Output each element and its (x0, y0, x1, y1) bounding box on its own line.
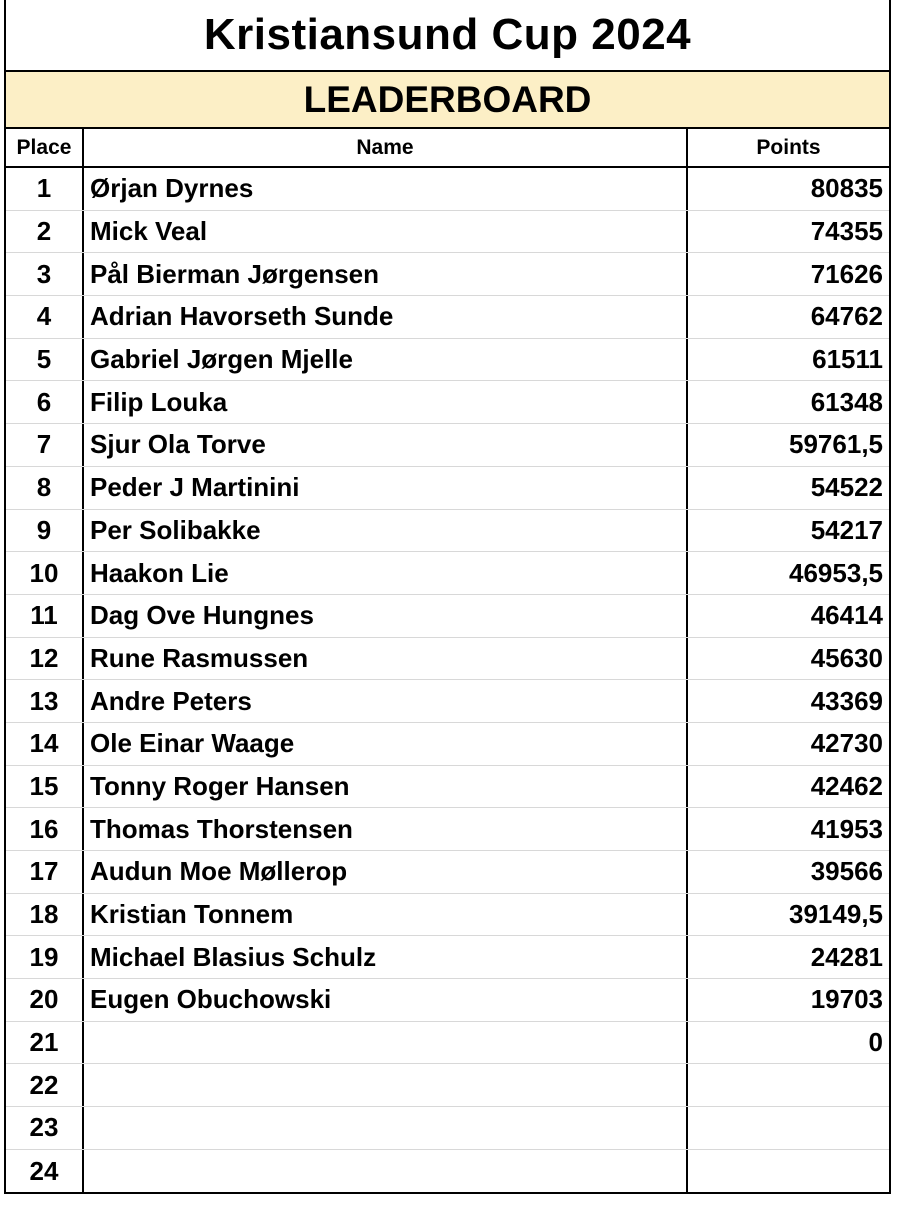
points-cell: 45630 (810, 642, 883, 673)
table-row (6, 253, 889, 296)
name-cell: Peder J Martinini (84, 467, 688, 509)
table-row (6, 595, 889, 638)
place-cell: 9 (6, 510, 84, 552)
table-row (6, 339, 889, 382)
points-cell: 39149,5 (789, 899, 883, 930)
leaderboard-banner: LEADERBOARD (6, 72, 889, 129)
name-cell: Andre Peters (84, 680, 688, 722)
points-cell: 41953 (810, 813, 883, 844)
table-row (6, 808, 889, 851)
table-row (6, 638, 889, 681)
points-cell: 61348 (810, 386, 883, 417)
name-cell: Ørjan Dyrnes (84, 168, 688, 210)
name-cell: Haakon Lie (84, 552, 688, 594)
table-row (6, 168, 889, 211)
points-cell: 43369 (810, 685, 883, 716)
place-cell: 8 (6, 467, 84, 509)
place-cell: 18 (6, 894, 84, 936)
points-cell: 54217 (810, 514, 883, 545)
leaderboard-sheet (4, 0, 891, 1194)
place-cell: 16 (6, 808, 84, 850)
points-cell: 39566 (810, 856, 883, 887)
name-cell: Filip Louka (84, 381, 688, 423)
points-cell: 46953,5 (789, 557, 883, 588)
leaderboard-rows (6, 168, 889, 1192)
table-row (6, 979, 889, 1022)
name-cell: Sjur Ola Torve (84, 424, 688, 466)
place-cell: 4 (6, 296, 84, 338)
table-row (6, 1064, 889, 1107)
points-cell: 59761,5 (789, 429, 883, 460)
points-cell: 74355 (810, 216, 883, 247)
place-cell: 12 (6, 638, 84, 680)
table-row (6, 552, 889, 595)
name-cell: Eugen Obuchowski (84, 979, 688, 1021)
table-row (6, 1150, 889, 1193)
name-cell: Tonny Roger Hansen (84, 766, 688, 808)
points-cell: 46414 (810, 600, 883, 631)
name-cell: Per Solibakke (84, 510, 688, 552)
table-row (6, 211, 889, 254)
table-row (6, 851, 889, 894)
table-row (6, 510, 889, 553)
points-cell: 80835 (810, 173, 883, 204)
place-cell: 2 (6, 211, 84, 253)
points-cell (688, 1064, 889, 1106)
name-cell: Rune Rasmussen (84, 638, 688, 680)
table-row (6, 381, 889, 424)
points-cell: 19703 (810, 984, 883, 1015)
name-cell: Thomas Thorstensen (84, 808, 688, 850)
place-cell: 20 (6, 979, 84, 1021)
table-row (6, 936, 889, 979)
points-cell: 24281 (810, 941, 883, 972)
points-cell: 54522 (810, 472, 883, 503)
points-cell: 71626 (810, 258, 883, 289)
table-row (6, 467, 889, 510)
column-header-name: Name (84, 129, 688, 166)
name-cell: Pål Bierman Jørgensen (84, 253, 688, 295)
place-cell: 7 (6, 424, 84, 466)
place-cell: 3 (6, 253, 84, 295)
table-row (6, 1022, 889, 1065)
name-cell: Audun Moe Møllerop (84, 851, 688, 893)
place-cell: 22 (6, 1064, 84, 1106)
name-cell: Gabriel Jørgen Mjelle (84, 339, 688, 381)
points-cell (688, 1150, 889, 1193)
table-row (6, 296, 889, 339)
name-cell: Adrian Havorseth Sunde (84, 296, 688, 338)
place-cell: 17 (6, 851, 84, 893)
table-row (6, 1107, 889, 1150)
name-cell: Mick Veal (84, 211, 688, 253)
place-cell: 23 (6, 1107, 84, 1149)
place-cell: 21 (6, 1022, 84, 1064)
name-cell: Kristian Tonnem (84, 894, 688, 936)
column-header-row (6, 129, 889, 168)
points-cell: 42730 (810, 728, 883, 759)
place-cell: 24 (6, 1150, 84, 1193)
place-cell: 19 (6, 936, 84, 978)
place-cell: 1 (6, 168, 84, 210)
name-cell (84, 1150, 688, 1193)
place-cell: 5 (6, 339, 84, 381)
name-cell: Michael Blasius Schulz (84, 936, 688, 978)
table-row (6, 680, 889, 723)
table-row (6, 766, 889, 809)
points-cell (688, 1107, 889, 1149)
name-cell: Dag Ove Hungnes (84, 595, 688, 637)
place-cell: 14 (6, 723, 84, 765)
place-cell: 15 (6, 766, 84, 808)
column-header-place: Place (6, 129, 84, 166)
table-row (6, 424, 889, 467)
place-cell: 13 (6, 680, 84, 722)
name-cell (84, 1107, 688, 1149)
table-row (6, 723, 889, 766)
page-title: Kristiansund Cup 2024 (6, 0, 889, 72)
place-cell: 6 (6, 381, 84, 423)
place-cell: 11 (6, 595, 84, 637)
table-row (6, 894, 889, 937)
name-cell: Ole Einar Waage (84, 723, 688, 765)
points-cell: 64762 (810, 301, 883, 332)
points-cell: 0 (868, 1027, 883, 1058)
place-cell: 10 (6, 552, 84, 594)
column-header-points: Points (756, 135, 821, 159)
points-cell: 61511 (812, 344, 883, 375)
points-cell: 42462 (810, 770, 883, 801)
name-cell (84, 1064, 688, 1106)
name-cell (84, 1022, 688, 1064)
